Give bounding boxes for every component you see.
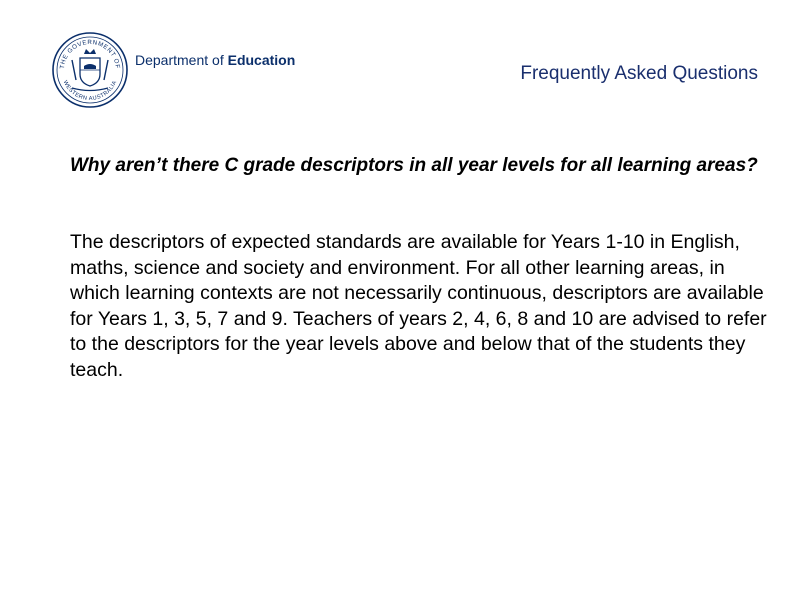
- wa-government-seal-icon: [50, 30, 130, 110]
- faq-answer: The descriptors of expected standards are available for Years 1-10 in English, maths, science and society and environment. For all other learning areas, in which learning contexts are not necessarily continuous, descriptors are available for Years 1, 3, 5, 7 and 9. Teachers of years 2, 4, 6, 8 and 10 are advised to refer to the descriptors for the year levels above and below that of the students they teach.: [70, 231, 767, 381]
- faq-question: Why aren’t there C grade descriptors in all year levels for all learning areas?: [70, 155, 758, 176]
- department-name-prefix: Department of: [135, 52, 228, 68]
- department-name: [135, 52, 295, 68]
- department-name-bold: Education: [227, 52, 296, 68]
- seal-text-bottom: WESTERN AUSTRALIA: [61, 79, 119, 103]
- page-title: Frequently Asked Questions: [520, 63, 758, 84]
- department-logo: [50, 25, 295, 115]
- seal-text-top: THE GOVERNMENT OF: [58, 38, 122, 70]
